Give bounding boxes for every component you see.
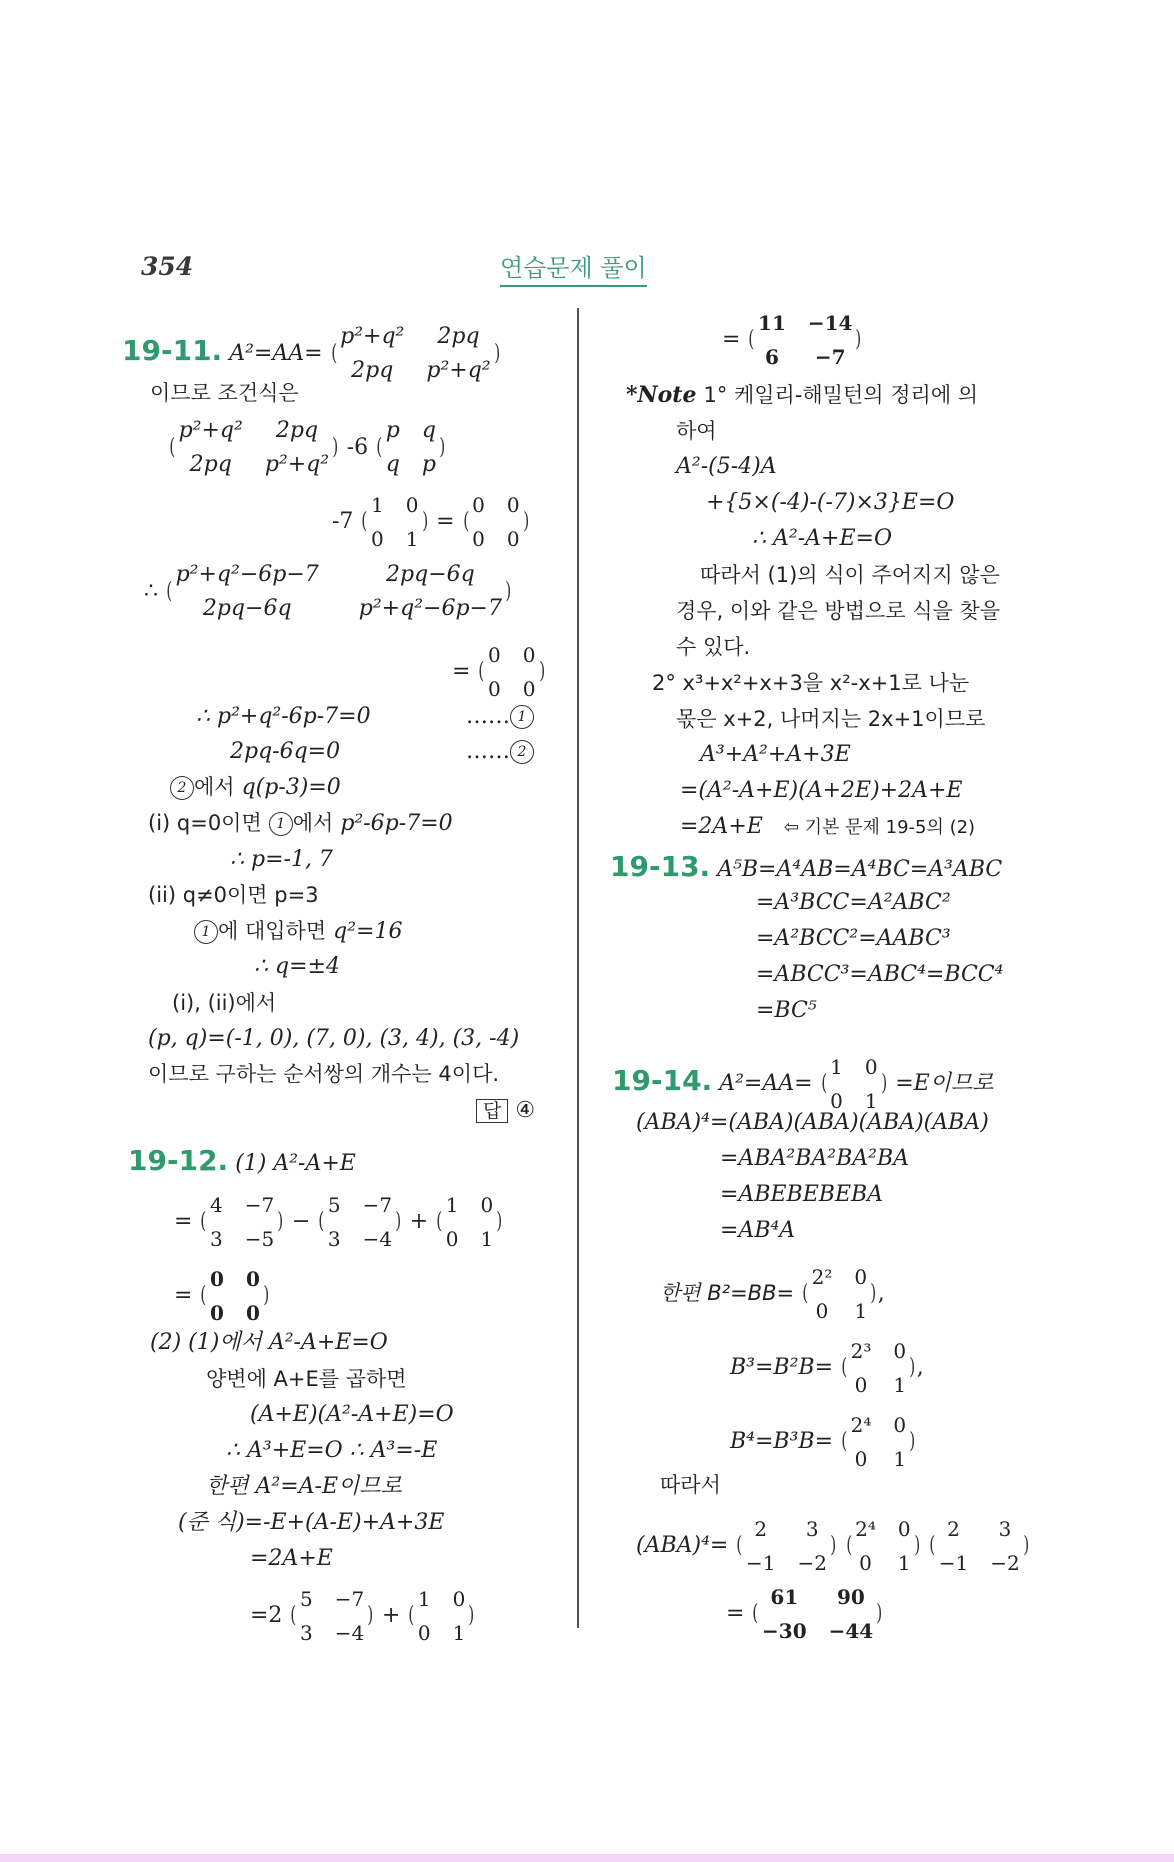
equation-text: =2A+E xyxy=(680,814,763,839)
equation-line: =ABCC³=ABC⁴=BCC⁴ xyxy=(756,962,1004,987)
equation-line: 2pq-6q=0 xyxy=(230,739,341,764)
note-line xyxy=(626,380,978,411)
equation-text: A²=AA= xyxy=(229,341,323,366)
matrix: ( 11 −14 6 −7 ) xyxy=(748,311,862,369)
problem-number-19-11: 19-11. xyxy=(122,334,223,367)
equation-line xyxy=(196,702,371,732)
text-line: 따라서 xyxy=(660,1473,721,1497)
matrix: ( p²+q² 2pq 2pq p²+q² ) xyxy=(330,324,500,383)
text-line: 이므로 구하는 순서쌍의 개수는 4이다. xyxy=(148,1062,500,1086)
equation-line xyxy=(168,416,447,480)
equation-line: =ABEBEBEBA xyxy=(720,1182,884,1207)
text: 에 대입하면 xyxy=(218,919,327,943)
equation-line: 한편 A²=A-E이므로 xyxy=(206,1474,402,1499)
case2-line: (ii) q≠0이면 p=3 xyxy=(148,883,319,907)
problem-19-11-line1 xyxy=(122,322,501,386)
equation-line: =A²BCC²=AABC³ xyxy=(756,926,951,951)
matrix: ( 5 −7 3 −4 ) xyxy=(290,1587,374,1645)
equation-line: B³=B²B= ( 2³ 0 0 1 ) , xyxy=(730,1336,924,1400)
equation-text: B⁴=B³B= xyxy=(730,1429,834,1454)
equation-text: 한편 B²=BB= xyxy=(660,1281,795,1305)
text-line: 따라서 (1)의 식이 주어지지 않은 xyxy=(700,563,1000,587)
circled-label: 1 xyxy=(269,812,293,836)
matrix: ( 2 3 −1 −2 ) xyxy=(736,1517,837,1575)
note-label: *Note xyxy=(626,382,697,408)
equation-line: (p, q)=(-1, 0), (7, 0), (3, 4), (3, -4) xyxy=(148,1026,520,1051)
equation-line: +{5×(-4)-(-7)×3}E=O xyxy=(706,490,955,515)
column-divider xyxy=(577,308,579,1628)
text: 에서 xyxy=(292,811,334,835)
page-number: 354 xyxy=(141,252,194,281)
text-line: 2° x³+x²+x+3을 x²-x+1로 나눈 xyxy=(652,671,970,695)
equation-text: -7 xyxy=(332,509,354,534)
problem-19-14-line1 xyxy=(612,1052,993,1116)
problem-number-19-14: 19-14. xyxy=(612,1064,713,1097)
answer-value: ④ xyxy=(515,1098,536,1123)
equation-text: ∴ p²+q²-6p-7=0 xyxy=(196,704,371,729)
reference-note: ⇦ 기본 문제 19-5의 (2) xyxy=(783,817,976,838)
text-line: 경우, 이와 같은 방법으로 식을 찾을 xyxy=(676,599,1001,623)
matrix: ( 1 0 0 1 ) xyxy=(436,1193,503,1251)
equation-line xyxy=(144,560,513,624)
case1-line xyxy=(148,808,453,839)
equation-line: =2 ( 5 −7 3 −4 ) + ( 1 0 0 1 ) xyxy=(250,1584,476,1648)
matrix: ( 2 3 −1 −2 ) xyxy=(929,1517,1030,1575)
matrix: ( p²+q² 2pq 2pq p²+q² ) xyxy=(169,418,339,477)
matrix: ( 2³ 0 0 1 ) xyxy=(841,1339,916,1397)
problem-19-13-line1 xyxy=(610,852,1002,885)
matrix: ( 1 0 0 1 ) xyxy=(361,493,428,551)
answer-box xyxy=(476,1096,535,1126)
equation-line: A²-(5-4)A xyxy=(676,454,777,479)
text: 에서 xyxy=(194,775,235,799)
matrix: ( 4 −7 3 −5 ) xyxy=(200,1193,284,1251)
equation-line xyxy=(636,1514,1030,1578)
matrix: ( 0 0 0 0 ) xyxy=(462,493,529,551)
equation-text: =E이므로 xyxy=(895,1071,994,1096)
equation-tag xyxy=(466,702,534,732)
text-line: 몫은 x+2, 나머지는 2x+1이므로 xyxy=(676,707,986,731)
equation-text: B³=B²B= xyxy=(730,1355,834,1380)
text-line: 수 있다. xyxy=(676,635,751,659)
page-header-title: 연습문제 풀이 xyxy=(500,248,647,287)
equation-line: =AB⁴A xyxy=(720,1218,796,1243)
equation-line: 한편 B²=BB= ( 2² 0 0 1 ) , xyxy=(660,1262,885,1326)
equation-line: (2) (1)에서 A²-A+E=O xyxy=(150,1330,388,1355)
ellipsis: …… xyxy=(466,739,510,764)
equation-line: =A³BCC=A²ABC² xyxy=(756,890,951,915)
equation-text: q²=16 xyxy=(333,919,403,944)
equation-text: p²-6p-7=0 xyxy=(340,811,453,836)
equation-line: (A+E)(A²-A+E)=O xyxy=(250,1402,454,1427)
equation-text: =2 xyxy=(250,1603,283,1628)
problem-number-19-13: 19-13. xyxy=(610,850,711,883)
equation-line: ∴ q=±4 xyxy=(254,954,340,979)
ellipsis: …… xyxy=(466,704,510,729)
text-line: 하여 xyxy=(676,419,717,443)
equation-line xyxy=(680,812,975,843)
matrix: ( 0 0 0 0 ) xyxy=(478,643,545,701)
equation-text: A⁵B=A⁴AB=A⁴BC=A³ABC xyxy=(717,857,1003,882)
equation-line: ∴ p=-1, 7 xyxy=(230,847,333,872)
equation-text: (1) A²-A+E xyxy=(235,1151,356,1176)
circled-label: 1 xyxy=(510,705,534,729)
equation-line: ∴ A²-A+E=O xyxy=(752,526,892,551)
equation-text: -6 xyxy=(346,435,369,460)
equation-line xyxy=(170,772,341,803)
text-line: 이므로 조건식은 xyxy=(150,381,299,405)
equation-text: A²=AA= xyxy=(719,1071,813,1096)
equation-line xyxy=(730,1410,917,1474)
equation-line: =2A+E xyxy=(250,1546,333,1571)
case-text: (i) q=0이면 xyxy=(148,811,262,835)
equation-line: =ABA²BA²BA²BA xyxy=(720,1146,909,1171)
equation-line: =(A²-A+E)(A+2E)+2A+E xyxy=(680,778,963,803)
matrix: ( 1 0 0 1 ) xyxy=(408,1587,475,1645)
equation-line: =BC⁵ xyxy=(756,998,817,1023)
equation-line: = ( 0 0 0 0 ) xyxy=(452,640,546,704)
matrix: ( 1 0 0 1 ) xyxy=(820,1055,887,1113)
bottom-band xyxy=(0,1854,1174,1862)
equation-line: -7 ( 1 0 0 1 ) = ( 0 0 0 0 ) xyxy=(332,490,530,554)
matrix: ( 0 0 0 0 ) xyxy=(200,1267,270,1325)
equation-line: = ( 0 0 0 0 ) xyxy=(174,1264,270,1328)
equation-line: ∴ A³+E=O ∴ A³=-E xyxy=(226,1438,438,1463)
matrix: ( 5 −7 3 −4 ) xyxy=(318,1193,402,1251)
equation-line: = ( 11 −14 6 −7 ) xyxy=(722,308,863,372)
equation-line: A³+A²+A+3E xyxy=(700,742,851,767)
equation-line: (ABA)⁴=(ABA)(ABA)(ABA)(ABA) xyxy=(636,1110,989,1135)
matrix: ( 61 90 −30 −44 ) xyxy=(752,1585,883,1643)
equation-line: (준 식)=-E+(A-E)+A+3E xyxy=(178,1510,445,1535)
circled-label: 2 xyxy=(170,776,194,800)
text-line: 양변에 A+E를 곱하면 xyxy=(206,1367,407,1391)
circled-label: 2 xyxy=(510,740,534,764)
equation-tag xyxy=(466,737,534,767)
problem-19-12-line1 xyxy=(128,1146,356,1179)
matrix: ( 2² 0 0 1 ) xyxy=(802,1265,877,1323)
case2-substitute-line xyxy=(194,916,402,947)
matrix: ( p²+q²−6p−7 2pq−6q 2pq−6q p²+q²−6p−7 ) xyxy=(166,562,512,621)
equation-line: = ( 4 −7 3 −5 ) − ( 5 −7 3 −4 ) + ( 1 0 0 1 ) xyxy=(174,1190,504,1254)
equation-line: = ( 61 90 −30 −44 ) xyxy=(726,1582,884,1646)
answer-label: 답 xyxy=(476,1099,508,1123)
matrix: ( p q q p ) xyxy=(376,418,446,477)
circled-label: 1 xyxy=(194,920,218,944)
equation-text: q(p-3)=0 xyxy=(241,775,341,800)
text: 1° 케일리-해밀턴의 정리에 의 xyxy=(703,383,979,407)
therefore-symbol: ∴ xyxy=(144,579,158,604)
equation-text: (ABA)⁴= xyxy=(636,1533,729,1558)
text-line: (i), (ii)에서 xyxy=(172,991,277,1015)
matrix: ( 2⁴ 0 0 1 ) xyxy=(845,1517,920,1575)
problem-number-19-12: 19-12. xyxy=(128,1144,229,1177)
matrix: ( 2⁴ 0 0 1 ) xyxy=(841,1413,916,1471)
